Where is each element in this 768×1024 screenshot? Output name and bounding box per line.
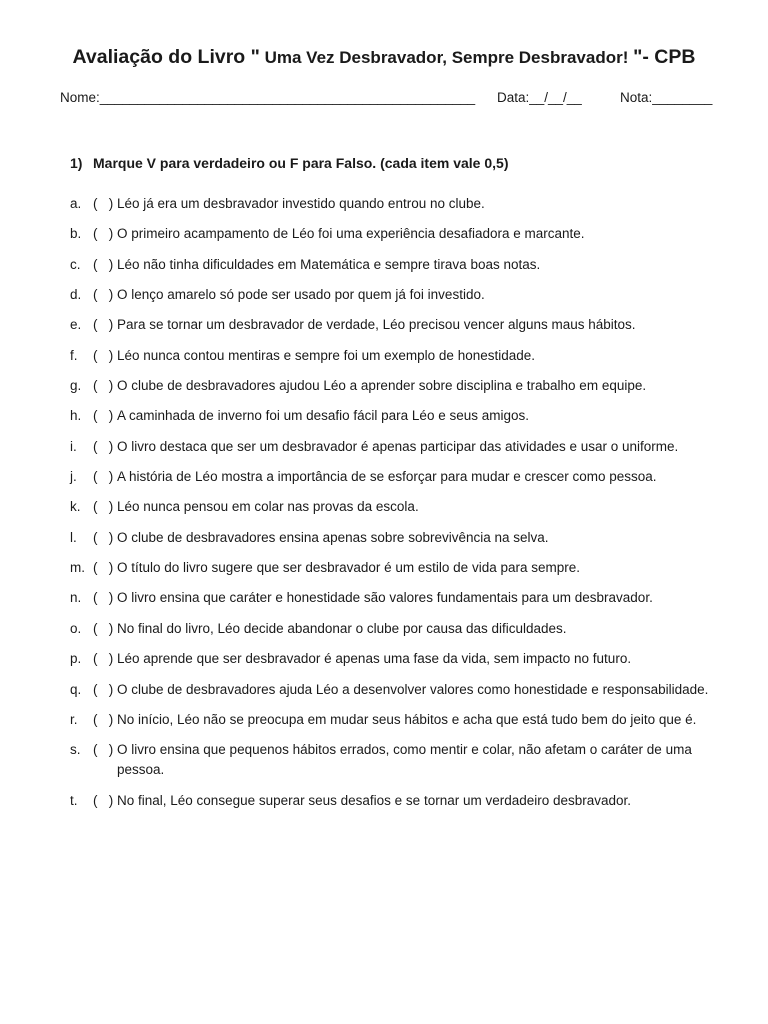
- item-text: O livro destaca que ser um desbravador é apenas participar das atividades e usar o uniforme.: [117, 438, 679, 454]
- item-letter: p.: [70, 651, 82, 667]
- answer-box[interactable]: ( ): [93, 287, 117, 303]
- item-letter: t.: [70, 792, 78, 808]
- title-prefix: Avaliação do Livro ": [72, 46, 260, 68]
- item-text: Léo nunca pensou em colar nas provas da escola.: [117, 499, 419, 515]
- answer-box[interactable]: ( ): [93, 742, 117, 758]
- list-item: [70, 558, 730, 578]
- list-item: [70, 740, 730, 780]
- item-text: Léo não tinha dificuldades em Matemática e sempre tirava boas notas.: [117, 256, 541, 272]
- answer-box[interactable]: ( ): [93, 590, 117, 606]
- item-text: A caminhada de inverno foi um desafio fácil para Léo e seus amigos.: [117, 408, 529, 424]
- item-text: O clube de desbravadores ajudou Léo a aprender sobre disciplina e trabalho em equipe.: [117, 378, 647, 394]
- list-item: [70, 710, 730, 730]
- list-item: [70, 194, 730, 214]
- item-letter: b.: [70, 226, 82, 242]
- answer-box[interactable]: ( ): [93, 378, 117, 394]
- item-letter: f.: [70, 347, 78, 363]
- list-item: [70, 406, 730, 426]
- item-text: No início, Léo não se preocupa em mudar seus hábitos e acha que está tudo bem do jeito que é.: [117, 711, 697, 727]
- item-letter: s.: [70, 742, 81, 758]
- item-text: No final, Léo consegue superar seus desafios e se tornar um verdadeiro desbravador.: [117, 792, 632, 808]
- answer-box[interactable]: ( ): [93, 499, 117, 515]
- list-item: [70, 224, 730, 244]
- item-letter: j.: [70, 469, 77, 485]
- item-text: O livro ensina que pequenos hábitos errados, como mentir e colar, não afetam o caráter de uma pessoa.: [117, 742, 692, 778]
- item-letter: a.: [70, 196, 82, 211]
- item-letter: o.: [70, 620, 82, 636]
- item-letter: g.: [70, 378, 82, 394]
- answer-box[interactable]: ( ): [93, 226, 117, 242]
- item-text: O clube de desbravadores ensina apenas sobre sobrevivência na selva.: [117, 529, 549, 545]
- item-letter: q.: [70, 681, 82, 697]
- item-text: O primeiro acampamento de Léo foi uma experiência desafiadora e marcante.: [117, 226, 585, 242]
- answer-box[interactable]: ( ): [93, 529, 117, 545]
- item-text: O clube de desbravadores ajuda Léo a desenvolver valores como honestidade e responsabilidade.: [117, 681, 709, 697]
- list-item: [70, 588, 730, 608]
- list-item: [70, 791, 730, 811]
- item-text: O título do livro sugere que ser desbravador é um estilo de vida para sempre.: [117, 560, 580, 576]
- item-text: Léo já era um desbravador investido quando entrou no clube.: [117, 196, 485, 211]
- answer-box[interactable]: ( ): [93, 711, 117, 727]
- page-title: [0, 46, 768, 69]
- list-item: [70, 437, 730, 457]
- item-text: Léo nunca contou mentiras e sempre foi um exemplo de honestidade.: [117, 347, 536, 363]
- list-item: [70, 680, 730, 700]
- list-item: [70, 467, 730, 487]
- item-letter: e.: [70, 317, 82, 333]
- list-item: [70, 619, 730, 639]
- list-item: [70, 285, 730, 305]
- answer-box[interactable]: ( ): [93, 196, 117, 211]
- answer-box[interactable]: ( ): [93, 256, 117, 272]
- answer-box[interactable]: ( ): [93, 620, 117, 636]
- list-item: [70, 315, 730, 335]
- date-field[interactable]: Data:__/__/__: [497, 90, 582, 105]
- list-item: [70, 255, 730, 275]
- question-text: Marque V para verdadeiro ou F para Falso. (cada item vale 0,5): [93, 155, 509, 171]
- list-item: [70, 346, 730, 366]
- answer-box[interactable]: ( ): [93, 408, 117, 424]
- item-letter: c.: [70, 256, 81, 272]
- item-letter: n.: [70, 590, 82, 606]
- list-item: [70, 497, 730, 517]
- item-letter: l.: [70, 529, 77, 545]
- title-book-name: Uma Vez Desbravador, Sempre Desbravador!: [259, 48, 634, 67]
- answer-box[interactable]: ( ): [93, 317, 117, 333]
- grade-field[interactable]: Nota:________: [620, 90, 713, 105]
- item-letter: m.: [70, 560, 85, 576]
- item-letter: h.: [70, 408, 82, 424]
- item-text: A história de Léo mostra a importância de se esforçar para mudar e crescer como pessoa.: [117, 469, 657, 485]
- item-letter: r.: [70, 711, 78, 727]
- list-item: [70, 376, 730, 396]
- answer-box[interactable]: ( ): [93, 469, 117, 485]
- title-suffix: "- CPB: [633, 46, 696, 68]
- item-text: O lenço amarelo só pode ser usado por quem já foi investido.: [117, 287, 485, 303]
- item-letter: d.: [70, 287, 82, 303]
- answer-box[interactable]: ( ): [93, 792, 117, 808]
- item-text: Para se tornar um desbravador de verdade, Léo precisou vencer alguns maus hábitos.: [117, 317, 636, 333]
- item-letter: i.: [70, 438, 77, 454]
- name-field[interactable]: Nome:__________________________________________________: [60, 90, 476, 105]
- question-number: 1): [70, 155, 83, 171]
- question-heading: [70, 155, 730, 171]
- answer-box[interactable]: ( ): [93, 347, 117, 363]
- item-letter: k.: [70, 499, 81, 515]
- answer-box[interactable]: ( ): [93, 651, 117, 667]
- item-text: Léo aprende que ser desbravador é apenas uma fase da vida, sem impacto no futuro.: [117, 651, 632, 667]
- answer-box[interactable]: ( ): [93, 560, 117, 576]
- list-item: [70, 528, 730, 548]
- item-text: O livro ensina que caráter e honestidade são valores fundamentais para um desbravador.: [117, 590, 653, 606]
- answer-box[interactable]: ( ): [93, 681, 117, 697]
- item-text: No final do livro, Léo decide abandonar o clube por causa das dificuldades.: [117, 620, 567, 636]
- answer-box[interactable]: ( ): [93, 438, 117, 454]
- list-item: [70, 649, 730, 669]
- true-false-list: [70, 194, 730, 821]
